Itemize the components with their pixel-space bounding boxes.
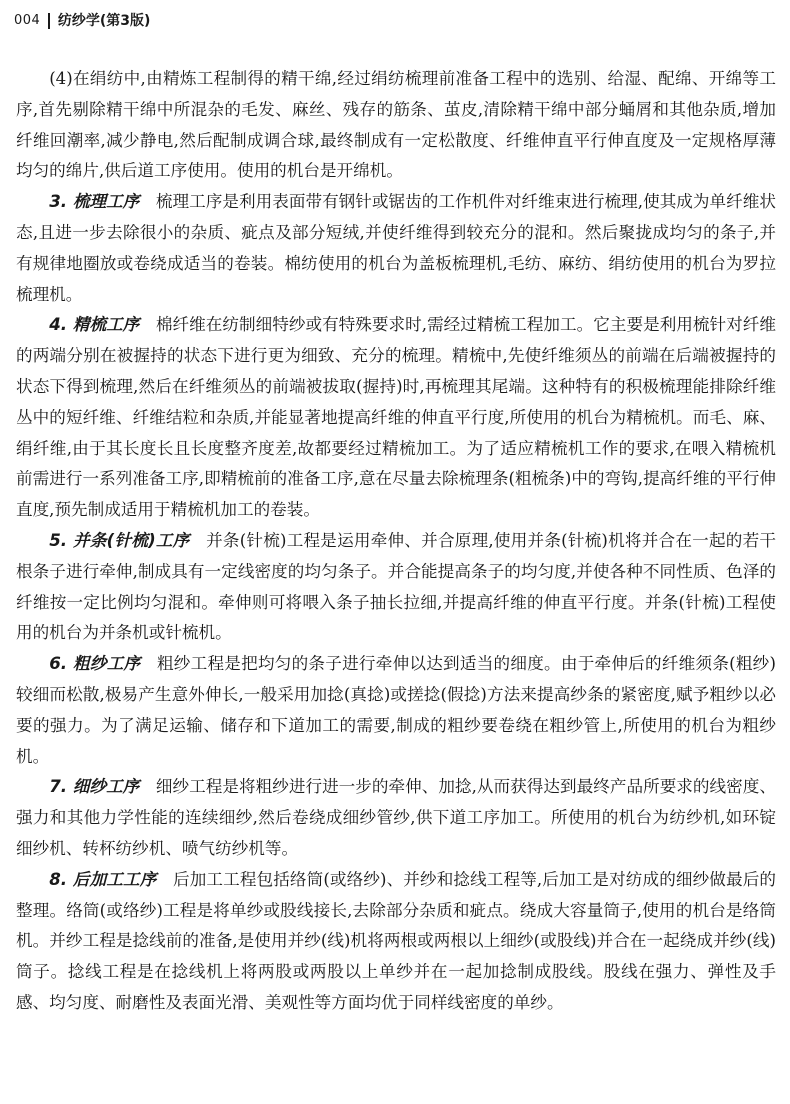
book-title: 纺纱学(第3版): [57, 13, 151, 29]
paragraph-combing: [16, 310, 776, 526]
paragraph-text: (4)在绢纺中,由精炼工程制得的精干绵,经过绢纺梳理前准备工程中的选别、给湿、配绵、开绵等工序,首先剔除精干绵中所混杂的毛发、麻丝、残存的筋条、茧皮,清除精干绵中部分蛹屑和其他杂质,增加纤维回潮率,减少静电,然后配制成调合球,最终制成有一定松散度、纤维伸直平行伸直度及一定规格厚薄均匀的绵片,供后道工序使用。使用的机台是开绵机。: [16, 69, 776, 181]
paragraph-silk-opening: [16, 64, 776, 187]
paragraph-post-processing: [16, 865, 776, 1019]
section-heading: 5. 并条(针梳)工序: [49, 530, 190, 550]
paragraph-text: 棉纤维在纺制细特纱或有特殊要求时,需经过精梳工程加工。它主要是利用梳针对纤维的两端分别在被握持的状态下进行更为细致、充分的梳理。精梳中,先使纤维须丛的前端在后端被握持的状态下得到梳理,然后在纤维须丛的前端被拔取(握持)时,再梳理其尾端。这种特有的积极梳理能排除纤维丛中的短纤维、纤维结粒和杂质,并能显著地提高纤维的伸直平行度,所使用的机台为精梳机。而毛、麻、绢纤维,由于其长度长且长度整齐度差,故都要经过精梳加工。为了适应精梳机工作的要求,在喂入精梳机前需进行一系列准备工序,即精梳前的准备工序,意在尽量去除梳理条(粗梳条)中的弯钩,提高纤维的平行伸直度,预先制成适用于精梳机加工的卷装。: [16, 315, 776, 520]
paragraph-text: 粗纱工程是把均匀的条子进行牵伸以达到适当的细度。由于牵伸后的纤维须条(粗纱)较细而松散,极易产生意外伸长,一般采用加捻(真捻)或搓捻(假捻)方法来提高纱条的紧密度,赋予粗纱以必要的强力。为了满足运输、储存和下道加工的需要,制成的粗纱要卷绕在粗纱管上,所使用的机台为粗纱机。: [16, 654, 776, 766]
section-heading: 3. 梳理工序: [49, 192, 140, 212]
paragraph-spinning: [16, 772, 776, 864]
page-number: 004: [14, 13, 41, 28]
paragraph-text: 梳理工序是利用表面带有钢针或锯齿的工作机件对纤维束进行梳理,使其成为单纤维状态,且进一步去除很小的杂质、疵点及部分短绒,并使纤维得到较充分的混和。然后聚拢成均匀的条子,并有规律地圈放或卷绕成适当的卷装。棉纺使用的机台为盖板梳理机,毛纺、麻纺、绢纺使用的机台为罗拉梳理机。: [16, 192, 776, 304]
section-heading: 6. 粗纱工序: [49, 654, 141, 674]
paragraph-roving: [16, 649, 776, 772]
paragraph-drawing: [16, 526, 776, 649]
header-divider: [48, 13, 50, 29]
paragraph-text: 并条(针梳)工程是运用牵伸、并合原理,使用并条(针梳)机将并合在一起的若干根条子进行牵伸,制成具有一定线密度的均匀条子。并合能提高条子的均匀度,并使各种不同性质、色泽的纤维按一定比例均匀混和。牵伸则可将喂入条子抽长拉细,并提高纤维的伸直平行度。并条(针梳)工程使用的机台为并条机或针梳机。: [16, 530, 776, 643]
section-heading: 8. 后加工工序: [49, 869, 157, 889]
paragraph-text: 后加工工程包括络筒(或络纱)、并纱和捻线工程等,后加工是对纺成的细纱做最后的整理。络筒(或络纱)工程是将单纱或股线接长,去除部分杂质和疵点。绕成大容量筒子,使用的机台是络筒机。并纱工程是捻线前的准备,是使用并纱(线)机将两根或两根以上细纱(或股线)并合在一起绕成并纱(线)筒子。捻线工程是在捻线机上将两股或两股以上单纱并在一起加捻制成股线。股线在强力、弹性及手感、均匀度、耐磨性及表面光滑、美观性等方面均优于同样线密度的单纱。: [16, 869, 776, 1012]
body-text: [16, 64, 776, 1019]
paragraph-text: 细纱工程是将粗纱进行进一步的牵伸、加捻,从而获得达到最终产品所要求的线密度、强力和其他力学性能的连续细纱,然后卷绕成细纱管纱,供下道工序加工。所使用的机台为纺纱机,如环锭细纱机、转杯纺纱机、喷气纺纱机等。: [16, 777, 776, 858]
running-header: [14, 12, 150, 30]
paragraph-carding: [16, 187, 776, 310]
section-heading: 4. 精梳工序: [49, 315, 140, 335]
section-heading: 7. 细纱工序: [49, 777, 140, 797]
